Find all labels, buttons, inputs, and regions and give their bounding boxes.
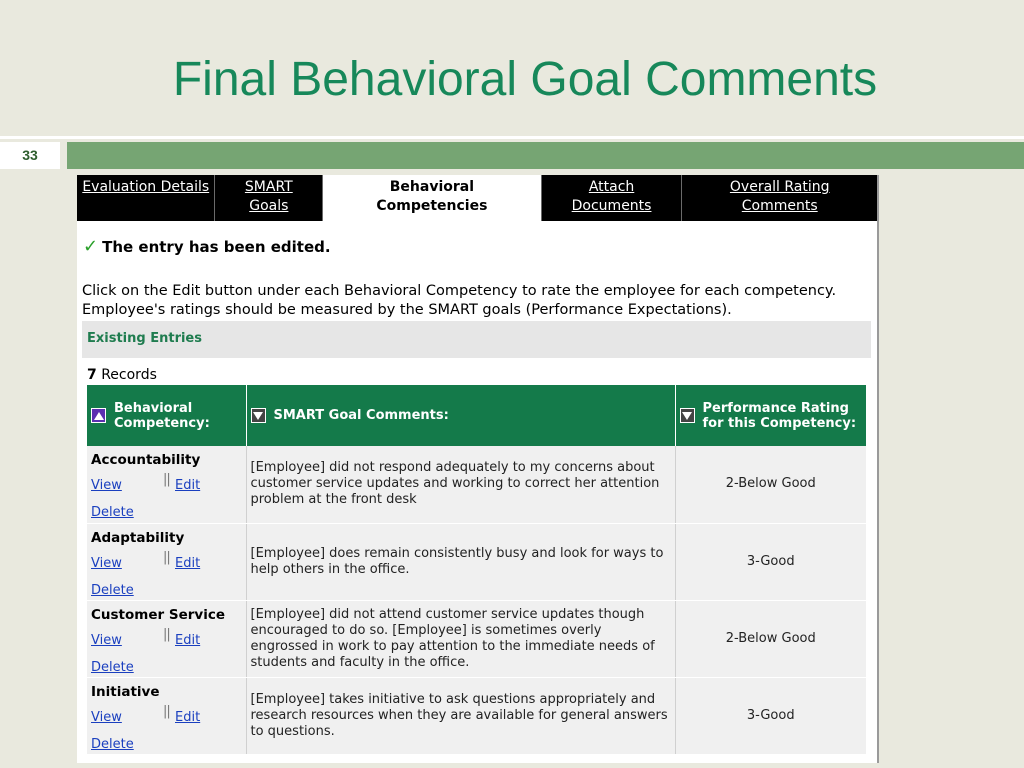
- rating-cell: 3-Good: [675, 677, 866, 754]
- table-row: [87, 600, 866, 677]
- edit-link[interactable]: Edit: [175, 709, 201, 725]
- column-header-comments-label: SMART Goal Comments:: [273, 408, 449, 423]
- competency-name: Customer Service: [91, 606, 225, 623]
- existing-entries-header: Existing Entries: [82, 321, 871, 358]
- delete-link[interactable]: Delete: [91, 582, 134, 598]
- tab-evaluation-details[interactable]: Evaluation Details: [77, 175, 215, 221]
- page-number: 33: [0, 142, 60, 169]
- slide-title: Final Behavioral Goal Comments: [172, 53, 878, 106]
- edit-link[interactable]: Edit: [175, 632, 201, 648]
- view-link[interactable]: View: [91, 709, 122, 725]
- link-separator: ||: [163, 472, 170, 487]
- link-separator: ||: [163, 549, 170, 565]
- competency-table: [87, 385, 866, 755]
- column-header-rating[interactable]: [675, 385, 866, 446]
- competency-name: Initiative: [91, 683, 160, 700]
- success-message: [83, 236, 331, 257]
- decorative-green-bar: [67, 142, 1024, 169]
- competency-cell: [87, 446, 246, 523]
- rating-cell: 2-Below Good: [675, 446, 866, 523]
- success-text: The entry has been edited.: [102, 238, 331, 256]
- sort-ascending-icon[interactable]: [91, 408, 106, 423]
- link-separator: ||: [163, 626, 170, 642]
- table-row: [87, 677, 866, 754]
- embedded-screenshot: [77, 175, 879, 763]
- rating-cell: 3-Good: [675, 523, 866, 600]
- delete-link[interactable]: Delete: [91, 659, 134, 675]
- comment-cell: [Employee] does remain consistently busy and look for ways to help others in the office.: [246, 523, 675, 600]
- link-separator: ||: [163, 703, 170, 719]
- tab-behavioral-competencies[interactable]: Behavioral Competencies: [323, 175, 542, 221]
- records-label: Records: [101, 367, 157, 383]
- title-divider: [0, 136, 1024, 139]
- sort-descending-icon[interactable]: [251, 408, 266, 423]
- competency-cell: [87, 523, 246, 600]
- view-link[interactable]: View: [91, 632, 122, 648]
- view-link[interactable]: View: [91, 478, 122, 493]
- comment-cell: [Employee] takes initiative to ask questions appropriately and research resources when they are available for general answers to questions.: [246, 677, 675, 754]
- edit-link[interactable]: Edit: [175, 555, 201, 571]
- table-row: [87, 446, 866, 523]
- edit-link[interactable]: Edit: [175, 478, 201, 493]
- competency-cell: [87, 677, 246, 754]
- delete-link[interactable]: Delete: [91, 505, 134, 520]
- competency-cell: [87, 600, 246, 677]
- column-header-rating-label: Performance Rating for this Competency:: [702, 400, 857, 431]
- tab-overall-rating-comments[interactable]: Overall Rating Comments: [729, 179, 830, 214]
- sort-descending-icon[interactable]: [680, 408, 695, 423]
- table-header-row: [87, 385, 866, 446]
- records-number: 7: [87, 367, 97, 383]
- comment-cell: [Employee] did not attend customer service updates though encouraged to do so. [Employee] is sometimes overly engrossed in work to pay attention to the immediate needs of students and faculty in the office.: [246, 600, 675, 677]
- competency-name: Adaptability: [91, 529, 185, 546]
- tab-bar: [77, 175, 877, 221]
- rating-cell: 2-Below Good: [675, 600, 866, 677]
- instructions-text: Click on the Edit button under each Behavioral Competency to rate the employee for each competency. Employee's ratings should be measured by the SMART goals (Performance Expectations).: [82, 283, 837, 318]
- table-row: [87, 523, 866, 600]
- records-count: [87, 367, 157, 383]
- tab-smart-goals[interactable]: SMART Goals: [215, 175, 323, 221]
- checkmark-icon: ✓: [83, 236, 99, 257]
- view-link[interactable]: View: [91, 555, 122, 571]
- comment-cell: [Employee] did not respond adequately to my concerns about customer service updates and working to correct her attention problem at the front desk: [246, 446, 675, 523]
- tab-attach-documents[interactable]: Attach Documents: [542, 175, 683, 221]
- column-header-competency[interactable]: [87, 385, 246, 446]
- column-header-competency-label: Behavioral Competency:: [114, 400, 210, 431]
- column-header-comments[interactable]: [246, 385, 675, 446]
- delete-link[interactable]: Delete: [91, 736, 134, 752]
- competency-name: Accountability: [91, 452, 201, 468]
